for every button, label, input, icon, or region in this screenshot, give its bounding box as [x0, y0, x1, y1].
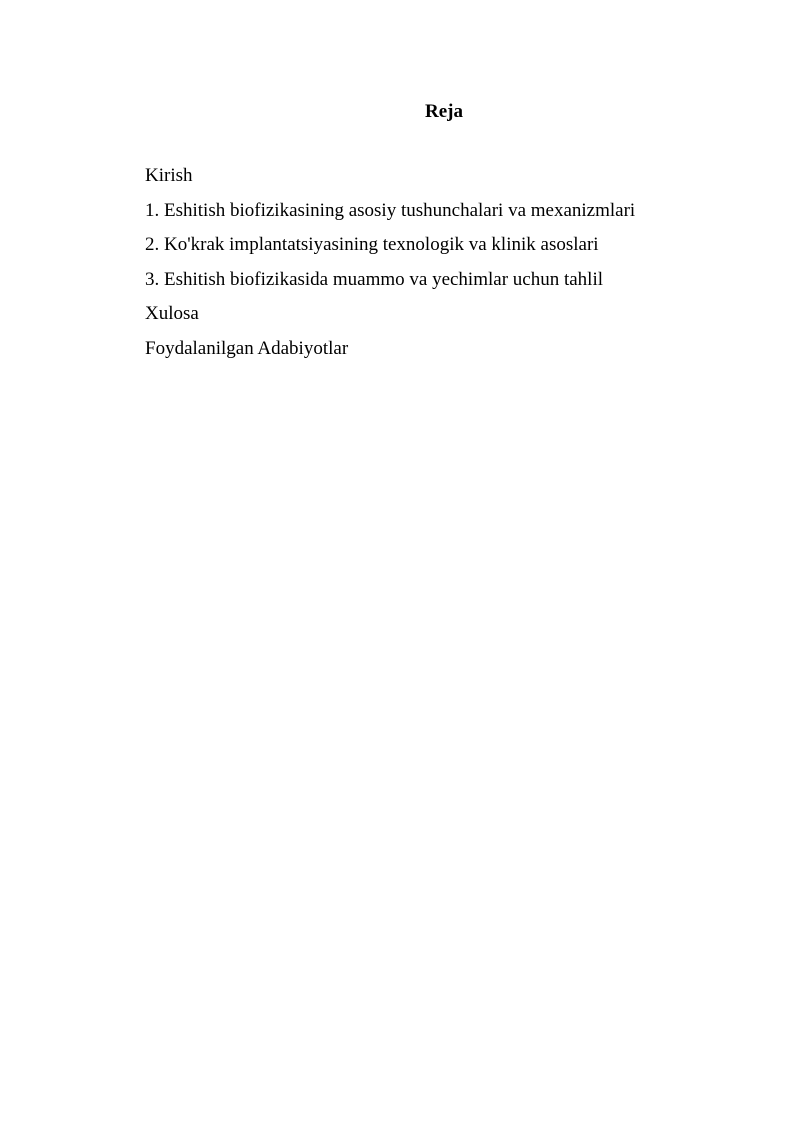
table-of-contents [145, 159, 635, 366]
toc-item-references: Foydalanilgan Adabiyotlar [145, 337, 349, 359]
toc-item-chapter-1: 1. Eshitish biofizikasining asosiy tushunchalari va mexanizmlari [145, 199, 636, 221]
toc-item-chapter-2: 2. Ko'krak implantatsiyasining texnologik va klinik asoslari [145, 234, 599, 255]
toc-item-conclusion: Xulosa [145, 303, 199, 324]
page-title: Reja [425, 101, 463, 122]
toc-item-chapter-3: 3. Eshitish biofizikasida muammo va yechimlar uchun tahlil [145, 268, 604, 290]
toc-item-intro: Kirish [145, 165, 193, 186]
